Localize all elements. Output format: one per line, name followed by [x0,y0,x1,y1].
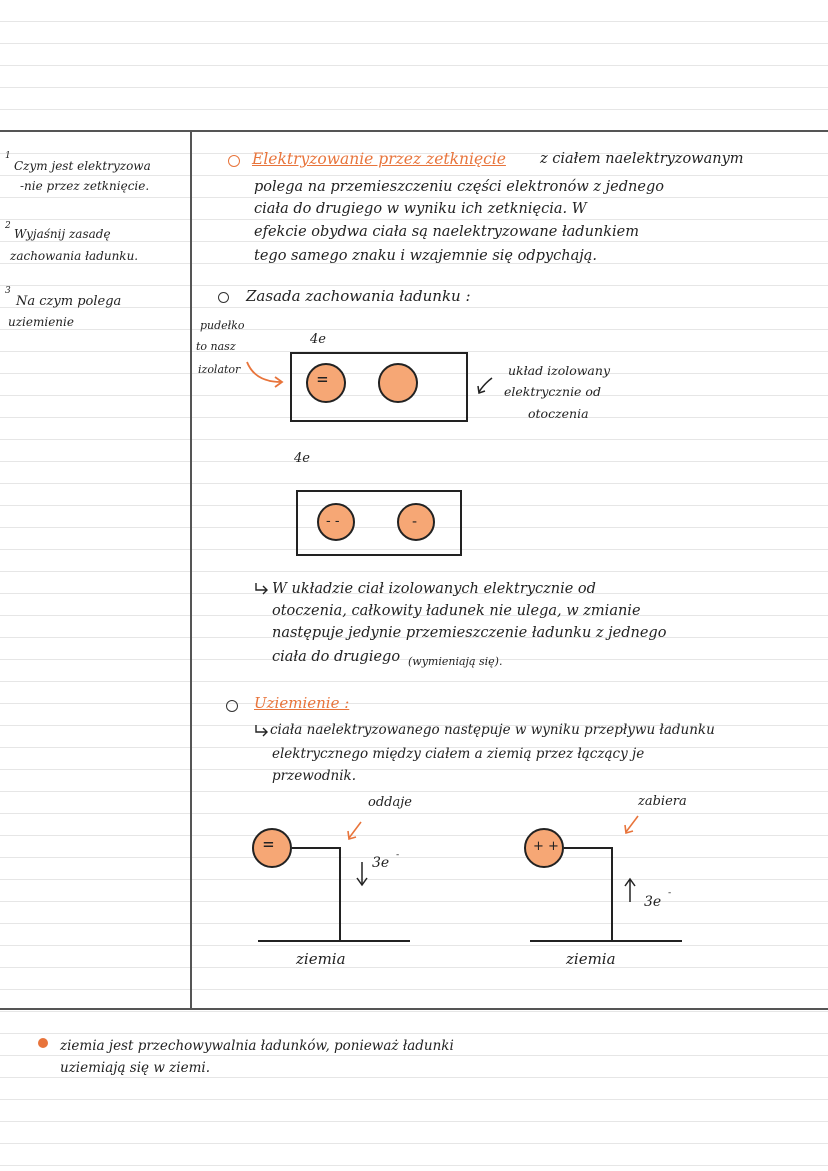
arrow-down-icon [355,860,369,888]
ball-charge-signs: - [412,514,418,530]
section1-line-2: ciała do drugiego w wyniku ich zetknięcia. W [254,201,587,217]
ground-line-right [530,940,682,942]
right-note-line2: elektrycznie od [504,384,601,399]
charge-label-top: 4e [310,332,326,347]
neutral-ball-before [378,363,418,403]
q3-text-line1: Na czym polega [16,294,122,309]
q2-number: 2 [5,221,11,231]
arrow-up-icon [623,876,637,904]
summary-paren: (wymieniają się). [408,655,503,668]
ground-label-right: ziemia [566,950,616,968]
ball-charge-signs: = [317,369,328,390]
section3-line-1: ciała naelektryzowanego następuje w wyniku przepływu ładunku [270,722,715,738]
q3-text-line2: uziemienie [8,315,74,329]
section3-line-2: elektrycznego między ciałem a ziemią przez łączący je [272,746,645,762]
section3-line-3: przewodnik. [272,768,357,784]
footer-line-2: uziemiają się w ziemi. [60,1060,211,1076]
footer-line-1: ziemia jest przechowywalnia ładunków, ponieważ ładunki [60,1038,454,1054]
bottom-rule [0,1008,828,1010]
charged-ball-before [306,363,346,403]
left-note-line3: izolator [198,363,241,376]
q2-text-line1: Wyjaśnij zasadę [14,227,111,241]
electron-sign-right: - [668,888,672,898]
grounded-ball-negative [252,828,292,868]
charge-left: 3e [372,855,390,871]
q2-text-line2: zachowania ładunku. [10,249,139,263]
summary-line-4: ciała do drugiego [272,649,401,665]
ball-charge-signs: + + [533,839,559,854]
bullet-circle-icon [228,155,240,167]
section1-heading: Elektryzowanie przez zetknięcie [252,150,506,168]
left-note-line2: to nasz [196,340,236,353]
charged-ball-after-1 [317,503,355,541]
margin-line [190,130,192,1009]
ball-charge-signs: = [263,834,274,855]
bullet-circle-icon [218,292,229,303]
summary-line-1: W układzie ciał izolowanych elektrycznie od [272,581,596,597]
left-note-line1: pudełko [200,319,245,332]
q1-text-line2: -nie przez zetknięcie. [20,179,150,193]
charge-label-bottom: 4e [294,451,310,466]
section1-line-3: efekcie obydwa ciała są naelektryzowane ładunkiem [254,224,640,240]
label-gives-away: oddaje [368,795,412,810]
section3-heading: Uziemienie : [254,694,350,712]
section1-line-4: tego samego znaku i wzajemnie się odpychają. [254,248,597,264]
grounded-ball-positive [524,828,564,868]
charge-right: 3e [644,894,662,910]
section1-line-1: polega na przemieszczeniu części elektronów z jednego [254,179,664,195]
top-rule [0,130,828,132]
ground-line-left [258,940,410,942]
charged-ball-after-2 [397,503,435,541]
arrow-down-left-icon [622,814,642,836]
conductor-wire-left [292,842,412,942]
section2-heading: Zasada zachowania ładunku : [246,287,471,305]
arrow-down-left-icon [345,820,365,842]
ball-charge-signs: - - [326,514,340,529]
ground-label-left: ziemia [296,950,346,968]
bullet-dot-icon [38,1038,48,1048]
summary-line-3: następuje jedynie przemieszczenie ładunku z jednego [272,625,667,641]
label-takes: zabiera [638,794,687,809]
arrow-to-box-icon [245,360,285,390]
electron-sign-left: - [396,850,400,860]
bullet-circle-icon [226,700,238,712]
section1-heading-rest: z ciałem naelektryzowanym [540,151,744,167]
right-note-line1: układ izolowany [508,363,611,378]
return-arrow-icon [254,724,270,738]
arrow-to-note-icon [476,376,496,396]
q1-text-line1: Czym jest elektryzowa [14,159,151,173]
right-note-line3: otoczenia [528,406,589,421]
q3-number: 3 [5,286,11,296]
q1-number: 1 [5,151,11,161]
summary-line-2: otoczenia, całkowity ładunek nie ulega, w zmianie [272,603,641,619]
return-arrow-icon [254,582,270,596]
